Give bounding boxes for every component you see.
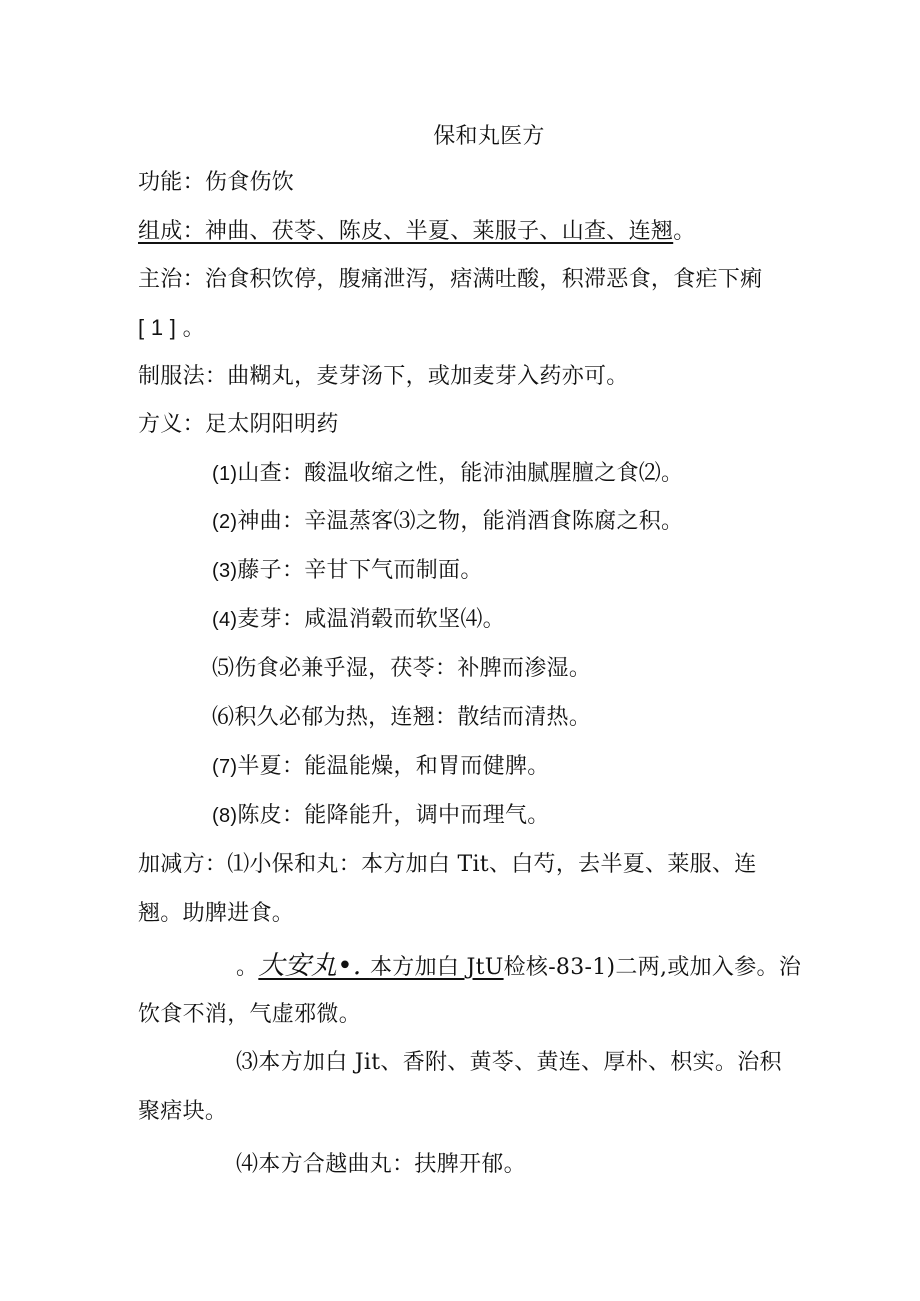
item-text: 神曲：辛温蒸客⑶之物，能消酒食陈腐之积。 — [237, 509, 684, 534]
da-an-wan-line — [236, 951, 801, 983]
da-an-prefix: 。 — [236, 955, 259, 980]
item-1 — [212, 459, 683, 489]
item-text: 伤食必兼乎湿，茯苓：补脾而渗湿。 — [234, 656, 592, 681]
item-number: (2) — [212, 511, 238, 533]
item-7 — [212, 752, 550, 782]
item-6 — [212, 703, 591, 733]
document-title: 保和丸医方 — [433, 124, 545, 149]
da-an-rest: 检核-83-1)二两,或加入参。治 — [503, 955, 802, 980]
item-text: 麦芽：咸温消毂而软坚⑷。 — [237, 607, 505, 632]
item-2 — [212, 507, 683, 537]
item-number: ⑹ — [212, 705, 235, 730]
item-text: 陈皮：能降能升，调中而理气。 — [237, 803, 550, 828]
modification-line-1: 加减方：⑴小保和丸：本方加白 Tit、白芍，去半夏、莱服、连 — [138, 852, 757, 877]
item-text: 山查：酸温收缩之性，能沛油腻腥膻之食⑵。 — [237, 461, 684, 486]
item-number: (1) — [212, 463, 238, 485]
da-an-wan-line-2: 饮食不消，气虚邪微。 — [138, 1002, 362, 1027]
composition-end: 。 — [673, 219, 696, 244]
modification-4-line: ⑷本方合越曲丸：扶脾开郁。 — [236, 1152, 526, 1177]
item-number: (3) — [212, 560, 238, 582]
item-text: 藤子：辛甘下气而制面。 — [237, 558, 483, 583]
modification-3-line-2: 聚痞块。 — [138, 1099, 228, 1124]
item-number: (8) — [212, 805, 238, 827]
item-5 — [212, 654, 591, 684]
modification-line-2: 翘。助脾进食。 — [138, 901, 295, 926]
item-number: ⑸ — [212, 656, 235, 681]
preparation-line: 制服法：曲糊丸，麦芽汤下，或加麦芽入药亦可。 — [138, 364, 629, 389]
modification-3-line-1: ⑶本方加白 Jit、香附、黄苓、黄连、厚朴、枳实。治积 — [236, 1050, 782, 1075]
indication-line-1: 主治：治食积饮停，腹痛泄泻，痞满吐酸，积滞恶食，食疟下痢 — [138, 267, 763, 292]
item-4 — [212, 605, 505, 635]
composition-line — [138, 217, 696, 247]
meaning-line: 方义：足太阴阳明药 — [138, 412, 339, 437]
da-an-underlined: 本方加白 JtU — [369, 955, 504, 980]
da-an-italic: 大安丸•. — [258, 951, 370, 981]
item-number: (7) — [212, 756, 238, 778]
item-text: 半夏：能温能燥，和胃而健脾。 — [237, 754, 550, 779]
item-8 — [212, 801, 550, 831]
function-line: 功能：伤食伤饮 — [138, 170, 295, 195]
composition-text: 组成：神曲、茯苓、陈皮、半夏、莱服子、山查、连翘 — [138, 219, 674, 244]
item-3 — [212, 556, 483, 586]
indication-line-2: [ 1 ] 。 — [138, 315, 205, 340]
item-text: 积久必郁为热，连翘：散结而清热。 — [234, 705, 592, 730]
item-number: (4) — [212, 609, 238, 631]
